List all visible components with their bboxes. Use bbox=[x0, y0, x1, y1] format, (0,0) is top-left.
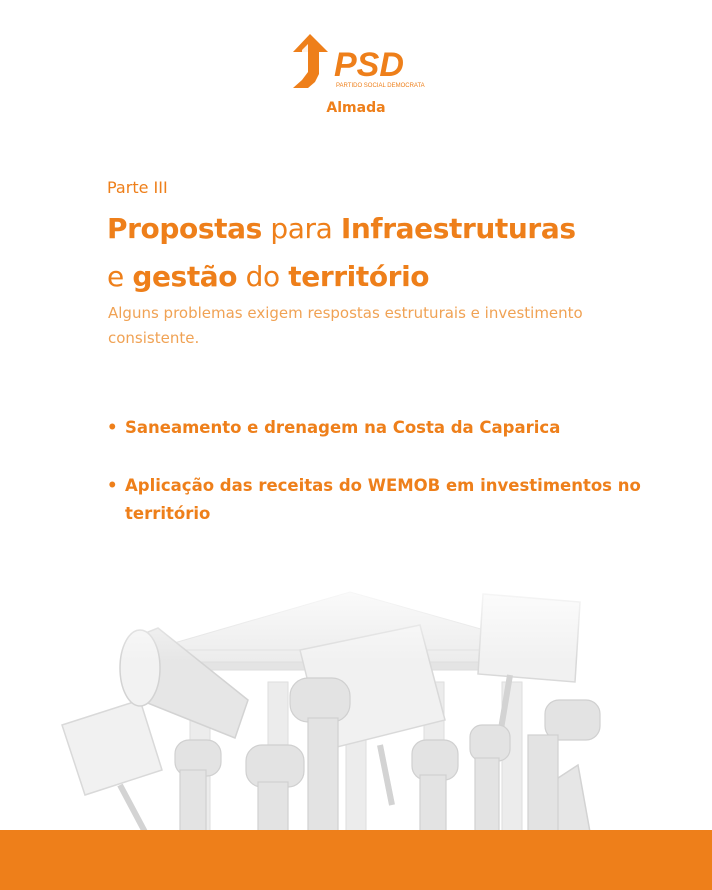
title-word-propostas: Propostas bbox=[107, 212, 262, 245]
footer-band bbox=[0, 830, 712, 890]
title-word-e: e bbox=[107, 260, 133, 293]
title-word-gestao: gestão bbox=[132, 260, 238, 293]
part-label: Parte III bbox=[107, 178, 168, 197]
title-word-do: do bbox=[237, 260, 289, 293]
proposal-item: • Saneamento e drenagem na Costa da Caparica bbox=[107, 414, 667, 442]
title-word-territorio: território bbox=[288, 260, 430, 293]
psd-logo-mark bbox=[288, 32, 428, 94]
title-word-infraestruturas: Infraestruturas bbox=[340, 212, 576, 245]
proposal-list bbox=[107, 414, 667, 558]
page-title bbox=[107, 205, 687, 301]
psd-logo bbox=[0, 30, 712, 120]
subtitle: Alguns problemas exigem respostas estruturais e investimento consistente. bbox=[108, 304, 583, 347]
svg-text:PARTIDO SOCIAL DEMOCRATA: PARTIDO SOCIAL DEMOCRATA bbox=[336, 83, 425, 89]
city-name: Almada bbox=[326, 100, 386, 116]
protest-illustration bbox=[0, 570, 712, 832]
svg-text:PSD: PSD bbox=[334, 46, 404, 84]
proposal-item: • Aplicação das receitas do WEMOB em investimentos no território bbox=[107, 472, 667, 528]
title-word-para: para bbox=[261, 212, 341, 245]
